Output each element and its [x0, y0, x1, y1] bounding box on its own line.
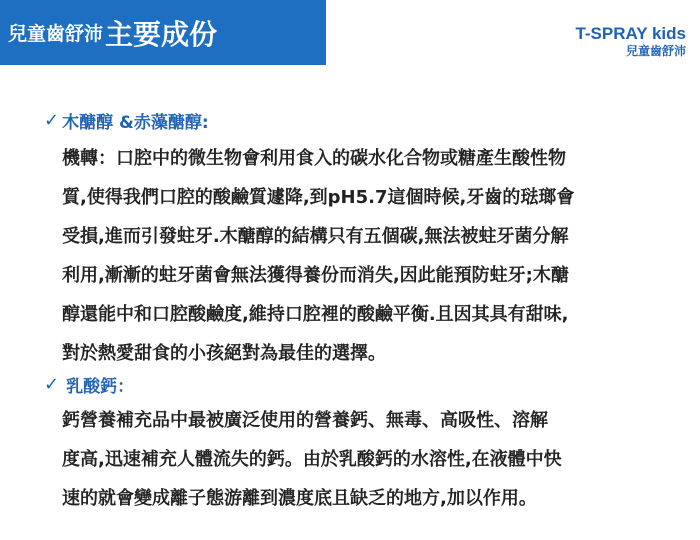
- brand-name: T-SPRAY kids: [575, 24, 686, 43]
- paragraph-line: 速的就會變成離子態游離到濃度底且缺乏的地方,加以作用。: [62, 488, 537, 509]
- section-heading-calcium-lactate: [44, 372, 134, 397]
- section-body-xylitol: [62, 139, 662, 373]
- paragraph-line: 受損,進而引發蛀牙.木醣醇的結構只有五個碳,無法被蛀牙菌分解: [62, 226, 569, 247]
- title-banner: [0, 0, 326, 65]
- section-heading-label: 木醣醇 &赤藻醣醇:: [62, 113, 209, 133]
- section-heading-xylitol: [44, 108, 209, 133]
- paragraph-line: 鈣營養補充品中最被廣泛使用的營養鈣、無毒、高吸性、溶解: [62, 410, 548, 431]
- paragraph-line: 質,使得我們口腔的酸鹼質遽降,到pH5.7這個時候,牙齒的琺瑯會: [62, 187, 575, 208]
- paragraph-line: 度高,迅速補充人體流失的鈣。由於乳酸鈣的水溶性,在液體中快: [62, 449, 562, 470]
- title-product-name: 兒童齒舒沛: [8, 23, 104, 45]
- check-icon: ✓: [44, 110, 60, 131]
- page-title: 主要成份: [105, 17, 218, 51]
- paragraph-line: 利用,漸漸的蛀牙菌會無法獲得養份而消失,因此能預防蛀牙;木醣: [62, 265, 569, 286]
- paragraph-line: 對於熱愛甜食的小孩絕對為最佳的選擇。: [62, 343, 386, 364]
- paragraph-line: 醇還能中和口腔酸鹼度,維持口腔裡的酸鹼平衡.且因其具有甜味,: [62, 304, 569, 325]
- brand-block: [575, 24, 686, 60]
- section-body-calcium-lactate: [62, 401, 662, 518]
- brand-subtitle: 兒童齒舒沛: [625, 44, 686, 58]
- check-icon: ✓: [44, 374, 60, 395]
- paragraph-line: 機轉：口腔中的微生物會利用食入的碳水化合物或糖產生酸性物: [62, 148, 566, 169]
- section-heading-label: 乳酸鈣：: [66, 377, 135, 397]
